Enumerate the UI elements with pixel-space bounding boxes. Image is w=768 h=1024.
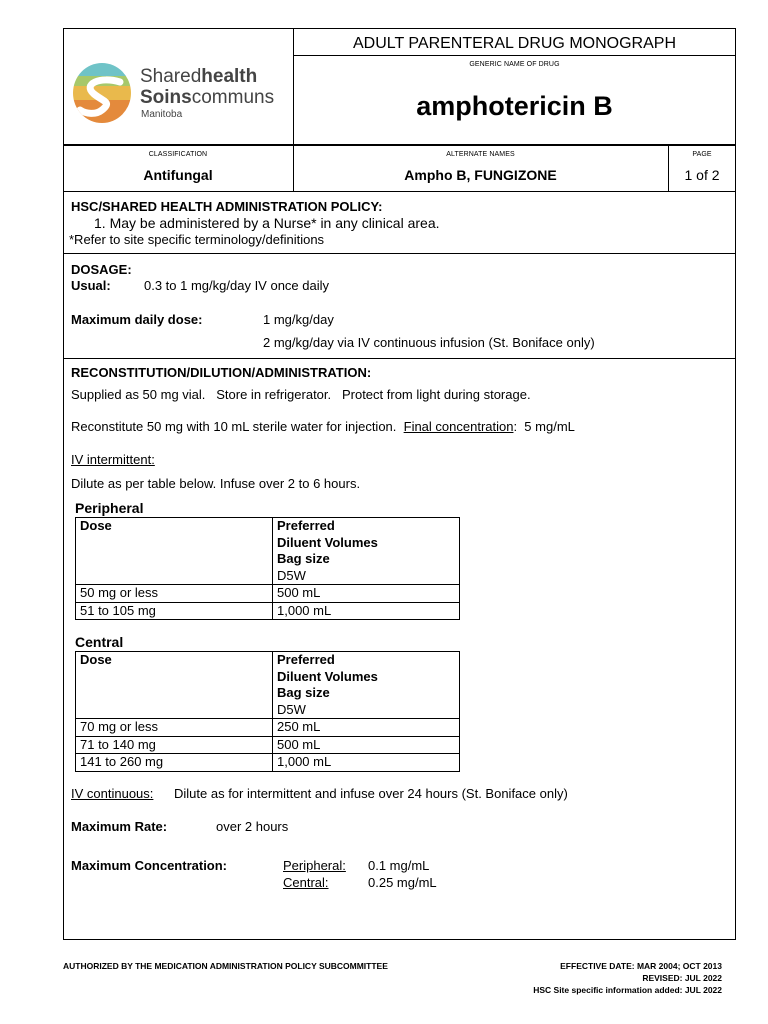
table-row — [76, 652, 460, 719]
monograph-title: ADULT PARENTERAL DRUG MONOGRAPH — [352, 35, 676, 52]
policy-note: *Refer to site specific terminology/definitions — [69, 232, 325, 247]
central-table — [75, 651, 460, 772]
table-cell-dose: 50 mg or less — [76, 585, 273, 603]
table-cell-dose: 141 to 260 mg — [76, 754, 273, 772]
footer-effective-date: EFFECTIVE DATE: MAR 2004; OCT 2013 — [560, 961, 722, 971]
dosage-heading: DOSAGE: — [71, 262, 132, 277]
logo-manitoba-text: Manitoba — [141, 109, 183, 120]
table-header-volume — [273, 518, 460, 585]
reconstitute-text: Reconstitute 50 mg with 10 mL sterile water for injection. — [71, 419, 397, 434]
alternate-names-value: Ampho B, FUNGIZONE — [404, 167, 557, 183]
max-concentration-label: Maximum Concentration: — [71, 858, 228, 873]
peripheral-title: Peripheral — [75, 500, 144, 516]
max-daily-dose-value-2: 2 mg/kg/day via IV continuous infusion (St. Boniface only) — [263, 335, 595, 350]
policy-heading: HSC/SHARED HEALTH ADMINISTRATION POLICY: — [71, 199, 383, 214]
header-preferred: Preferred — [277, 518, 335, 533]
iv-continuous-text: Dilute as for intermittent and infuse over 24 hours (St. Boniface only) — [174, 786, 568, 801]
table-cell-volume: 1,000 mL — [273, 754, 460, 772]
generic-name-label: GENERIC NAME OF DRUG — [469, 61, 560, 68]
table-cell-volume: 500 mL — [273, 736, 460, 754]
max-rate-label: Maximum Rate: — [71, 819, 168, 834]
central-conc-label: Central: — [283, 875, 329, 890]
table-row — [76, 585, 460, 603]
table-cell-dose: 70 mg or less — [76, 719, 273, 737]
logo-shared-text: Shared — [140, 66, 202, 87]
usual-label: Usual: — [71, 278, 111, 293]
page-label: PAGE — [692, 151, 712, 158]
iv-intermittent-label: IV intermittent: — [71, 452, 155, 467]
table-row — [76, 719, 460, 737]
table-cell-dose: 51 to 105 mg — [76, 602, 273, 620]
table-cell-volume: 250 mL — [273, 719, 460, 737]
central-title: Central — [75, 634, 124, 650]
central-conc-value: 0.25 mg/mL — [368, 875, 437, 890]
shared-health-logo-mark — [72, 62, 132, 124]
table-cell-volume: 500 mL — [273, 585, 460, 603]
alternate-names-label: ALTERNATE NAMES — [446, 151, 515, 158]
footer-revised: REVISED: JUL 2022 — [642, 973, 722, 983]
header-bag-size: Bag size — [277, 685, 330, 700]
iv-continuous-label: IV continuous: — [71, 786, 154, 801]
table-row — [76, 736, 460, 754]
supplied-text: Supplied as 50 mg vial. Store in refrigerator. Protect from light during storage. — [71, 387, 531, 402]
table-header-dose: Dose — [76, 652, 273, 719]
logo-line-2 — [140, 87, 274, 108]
peripheral-table — [75, 517, 460, 620]
header-title-divider — [293, 55, 736, 56]
header-diluent-volumes: Diluent Volumes — [277, 668, 378, 684]
page-number: 1 of 2 — [684, 167, 720, 183]
peripheral-conc-value: 0.1 mg/mL — [368, 858, 430, 873]
logo-communs-text: communs — [191, 87, 275, 108]
reconstitute-line — [71, 419, 575, 434]
final-concentration-value: : 5 mg/mL — [513, 419, 575, 434]
classification-value: Antifungal — [143, 167, 213, 183]
final-concentration-label: Final concentration — [403, 419, 514, 434]
table-row — [76, 518, 460, 585]
logo-line-1 — [140, 66, 257, 87]
max-daily-dose-value-1: 1 mg/kg/day — [263, 312, 334, 327]
table-header-volume — [273, 652, 460, 719]
dilute-text: Dilute as per table below. Infuse over 2 to 6 hours. — [71, 476, 361, 491]
footer-hsc-info: HSC Site specific information added: JUL 2022 — [533, 985, 722, 995]
logo-health-text: health — [201, 66, 258, 87]
header-bag-size: Bag size — [277, 551, 330, 566]
table-header-dose: Dose — [76, 518, 273, 585]
classification-label: CLASSIFICATION — [148, 151, 208, 158]
header-d5w: D5W — [277, 567, 306, 583]
table-cell-dose: 71 to 140 mg — [76, 736, 273, 754]
header-d5w: D5W — [277, 701, 306, 717]
header-diluent-volumes: Diluent Volumes — [277, 534, 378, 550]
logo-soins-text: Soins — [140, 87, 192, 108]
policy-item-1: 1. May be administered by a Nurse* in any clinical area. — [94, 215, 440, 231]
shared-health-logo — [72, 62, 132, 124]
usual-value: 0.3 to 1 mg/kg/day IV once daily — [144, 278, 329, 293]
table-row — [76, 754, 460, 772]
reconstitution-section — [63, 359, 736, 940]
drug-name: amphotericin B — [416, 91, 613, 121]
footer-authorized: AUTHORIZED BY THE MEDICATION ADMINISTRATION POLICY SUBCOMMITTEE — [63, 961, 388, 971]
max-rate-value: over 2 hours — [216, 819, 289, 834]
table-row — [76, 602, 460, 620]
header-preferred: Preferred — [277, 652, 335, 667]
table-cell-volume: 1,000 mL — [273, 602, 460, 620]
max-daily-dose-label: Maximum daily dose: — [71, 312, 203, 327]
peripheral-conc-label: Peripheral: — [283, 858, 346, 873]
reconstitution-heading: RECONSTITUTION/DILUTION/ADMINISTRATION: — [71, 365, 372, 380]
